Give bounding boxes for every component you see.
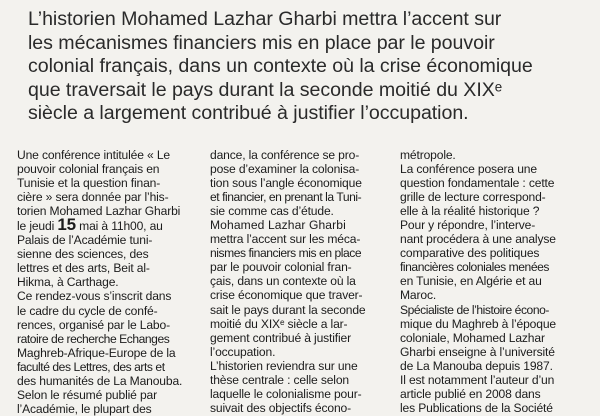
body-line: sienne des sciences, des xyxy=(17,247,149,262)
body-line: laquelle le colonialisme pour- xyxy=(210,386,362,401)
body-text: mai à 11h00, au xyxy=(75,219,163,234)
body-text: le jeudi xyxy=(17,219,58,234)
body-line: nismes financiers mis en place xyxy=(210,246,362,261)
body-line: Une conférence intitulée « Le xyxy=(17,148,170,162)
body-line: suivait des objectifs écono- xyxy=(210,400,352,415)
body-line: Selon le résumé publié par xyxy=(17,387,157,402)
body-line: le cadre du cycle de confé- xyxy=(17,303,158,318)
body-line: par le pouvoir colonial fran- xyxy=(210,260,352,275)
body-line: pose d’examiner la colonisa- xyxy=(210,162,360,177)
body-line: ratoire de recherche Echanges xyxy=(17,331,170,346)
body-line: sait le pays durant la seconde xyxy=(210,302,366,317)
body-line: Il est notamment l’auteur d’un xyxy=(400,372,555,387)
body-line xyxy=(17,215,197,235)
body-line: en Tunisie, en Algérie et au xyxy=(400,274,542,289)
body-line: Spécialiste de l’histoire écono- xyxy=(400,302,549,317)
body-line: Gharbi enseigne à l’université xyxy=(400,344,555,359)
body-line: Maghreb-Afrique-Europe de la xyxy=(17,345,176,360)
body-line: Palais de l’Académie tuni- xyxy=(17,233,153,248)
body-line: moitié du XIXᵉ siècle a lar- xyxy=(210,316,348,331)
article-column-1 xyxy=(17,148,197,416)
body-line: faculté des Lettres, des arts et xyxy=(17,359,165,374)
body-line: des humanités de La Manouba. xyxy=(17,373,183,388)
body-line: gement contribué à justifier xyxy=(210,330,352,345)
body-line: Tunisie et la question finan- xyxy=(17,176,161,191)
body-line: çais, dans un contexte où la xyxy=(210,274,356,289)
body-line: Pour y répondre, l’interve- xyxy=(400,218,536,233)
body-line: l’Académie, le plupart des xyxy=(17,401,152,416)
body-line: coloniale, Mohamed Lazhar xyxy=(400,330,545,345)
body-line: La conférence posera une xyxy=(400,162,537,177)
lead-line: que traversait le pays durant la seconde moitié du XIXᵉ xyxy=(28,78,502,101)
body-line: Maroc. xyxy=(400,288,437,303)
body-line: pouvoir colonial français en xyxy=(17,162,160,177)
body-line: Mohamed Lazhar Gharbi xyxy=(210,218,346,233)
body-line: tion sous l’angle économique xyxy=(210,176,362,191)
date-day: 15 xyxy=(57,215,76,235)
body-line: sie comme cas d’étude. xyxy=(210,204,334,219)
body-line: l’occupation. xyxy=(210,344,276,359)
body-line: grille de lecture correspond- xyxy=(400,190,546,205)
article-column-2 xyxy=(210,148,390,415)
lead-line: les mécanismes financiers mis en place par le pouvoir xyxy=(28,31,495,54)
body-line: cière » sera donnée par l’his- xyxy=(17,190,169,205)
body-line: les Publications de la Société xyxy=(400,400,553,415)
article-column-3 xyxy=(400,148,580,415)
body-line: Hikma, à Carthage. xyxy=(17,275,119,290)
lead-line: colonial français, dans un contexte où la crise économique xyxy=(28,55,533,77)
article-lead xyxy=(28,8,592,126)
body-line: article publié en 2008 dans xyxy=(400,386,541,401)
body-line: mique du Maghreb à l’époque xyxy=(400,316,556,331)
body-line: crise économique que traver- xyxy=(210,288,363,303)
body-line: Ce rendez-vous s’inscrit dans xyxy=(17,289,172,304)
body-line: mettra l’accent sur les méca- xyxy=(210,232,361,247)
body-line: de La Manouba depuis 1987. xyxy=(400,358,553,373)
body-line: torien Mohamed Lazhar Gharbi xyxy=(17,204,181,219)
body-line: elle à la réalité historique ? xyxy=(400,204,540,219)
lead-line: siècle a largement contribué à justifier l’occupation. xyxy=(28,102,469,124)
lead-line: L’historien Mohamed Lazhar Gharbi mettra l’accent sur xyxy=(28,8,502,30)
body-line: comparative des politiques xyxy=(400,246,540,261)
body-line: lettres et des arts, Beit al- xyxy=(17,261,150,276)
body-line: financières coloniales menées xyxy=(400,260,549,275)
body-line: et financier, en prenant la Tuni- xyxy=(210,190,362,205)
body-line: nant procédera à une analyse xyxy=(400,232,556,247)
body-line: rences, organisé par le Labo- xyxy=(17,317,170,332)
body-line: dance, la conférence se pro- xyxy=(210,148,360,162)
body-line: L’historien reviendra sur une xyxy=(210,358,358,373)
body-line: question fondamentale : cette xyxy=(400,176,555,191)
body-line: métropole. xyxy=(400,148,456,162)
body-line: thèse centrale : celle selon xyxy=(210,372,349,387)
